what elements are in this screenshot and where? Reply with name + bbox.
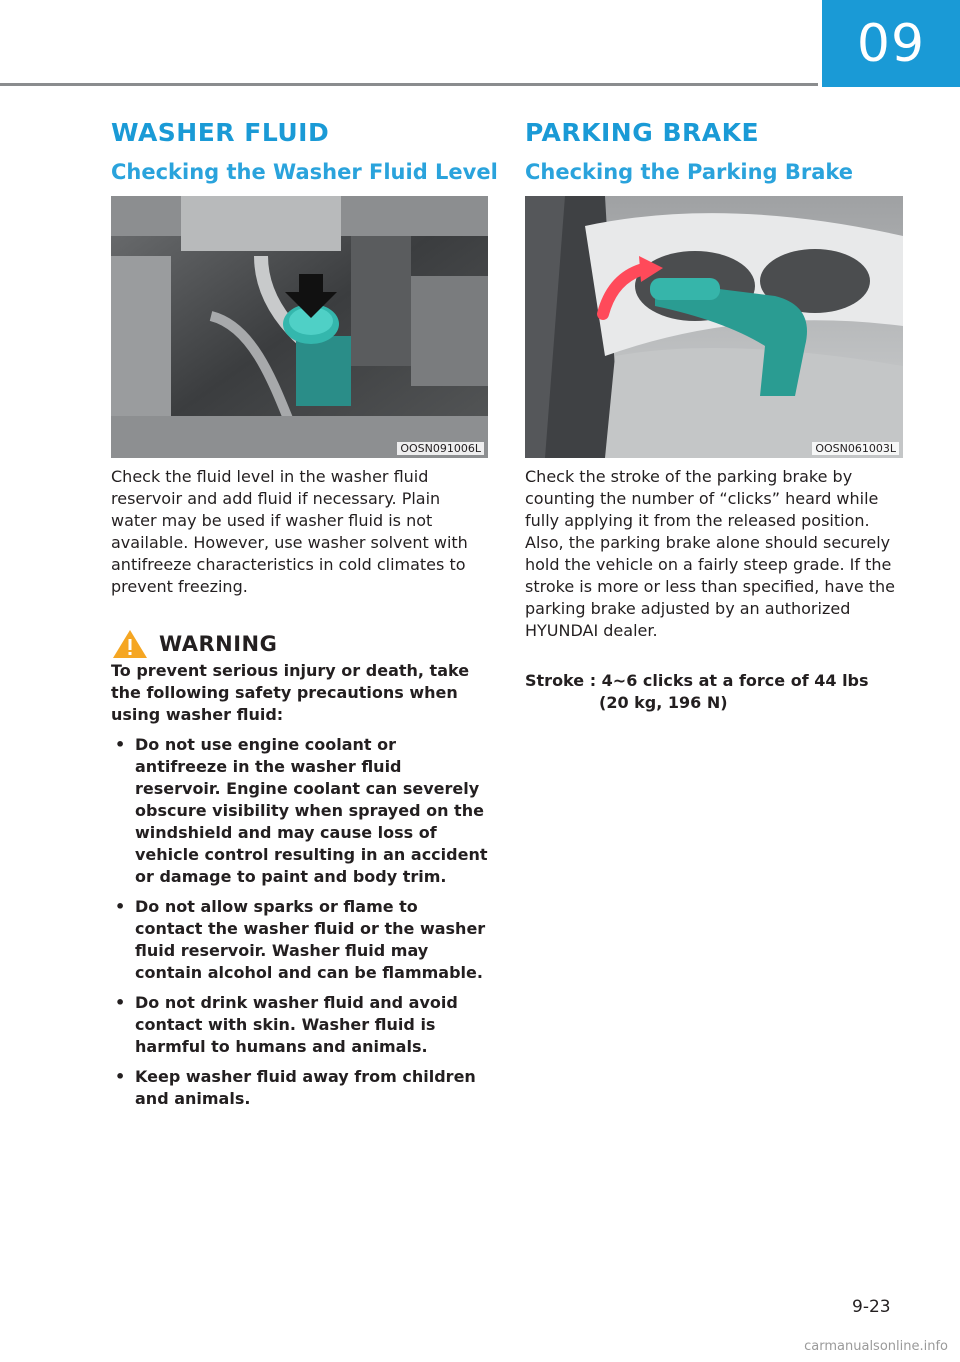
parking-brake-figure [525,196,903,458]
body-paragraph: Check the stroke of the parking brake by counting the number of “clicks” heard while fully applying it from the released position. Also, the parking brake alone should securely hold the vehicle on a fairly steep grade. If the stroke is more or less than specified, have the parking brake adjusted by an authorized HYUNDAI dealer. [525,467,896,640]
parking-brake-body [525,466,903,642]
warning-body [111,660,488,1118]
subtitle-parking-brake: Checking the Parking Brake [525,160,854,184]
washer-fluid-body [111,466,488,598]
list-item-text: Do not allow sparks or flame to contact the washer fluid or the washer fluid reservoir. Washer fluid may contain alcohol and can be flammable. [135,897,486,982]
chapter-tab [822,0,960,87]
figure-code: OOSN061003L [812,442,899,455]
stroke-line-2: (20 kg, 196 N) [599,693,728,712]
list-item: • Do not use engine coolant or antifreeze in the washer fluid reservoir. Engine coolant can severely obscure visibility when sprayed on the windshield and may cause loss of vehicle control resulting in an accident or damage to paint and body trim. [115,735,488,886]
warning-list [111,734,488,1110]
list-item-text: Keep washer fluid away from children and animals. [135,1067,476,1108]
chapter-number: 09 [856,13,926,74]
body-paragraph: Check the fluid level in the washer fluid reservoir and add fluid if necessary. Plain water may be used if washer fluid is not available. However, use washer solvent with antifreeze characteristics in cold climates to prevent freezing. [111,467,468,596]
watermark: carmanualsonline.info [804,1339,948,1354]
subtitle-washer-fluid: Checking the Washer Fluid Level [111,160,498,184]
list-item: • Do not drink washer fluid and avoid contact with skin. Washer fluid is harmful to humans and animals. [115,993,458,1056]
list-item-text: Do not use engine coolant or antifreeze in the washer fluid reservoir. Engine coolant can severely obscure visibility when sprayed on the windshield and may cause loss of vehicle control resulting in an accident or damage to paint and body trim. [135,735,488,886]
list-item-text: Do not drink washer fluid and avoid contact with skin. Washer fluid is harmful to humans and animals. [135,993,458,1056]
warning-header [111,628,277,660]
page-number: 9-23 [852,1297,891,1317]
figure-code: OOSN091006L [397,442,484,455]
list-item: • Keep washer fluid away from children and animals. [115,1067,476,1108]
stroke-line-1: Stroke : 4~6 clicks at a force of 44 lbs [525,671,869,690]
header-rule [0,83,818,86]
warning-triangle-icon [111,628,149,660]
section-title-parking-brake: PARKING BRAKE [525,118,760,147]
washer-reservoir-figure [111,196,488,458]
warning-label: WARNING [159,632,278,656]
list-item: • Do not allow sparks or flame to contact the washer fluid or the washer fluid reservoir. Washer fluid may contain alcohol and can be flammable. [115,897,486,982]
stroke-spec [525,670,903,714]
section-title-washer-fluid: WASHER FLUID [111,118,330,147]
warning-intro: To prevent serious injury or death, take the following safety precautions when using washer fluid: [111,661,470,724]
